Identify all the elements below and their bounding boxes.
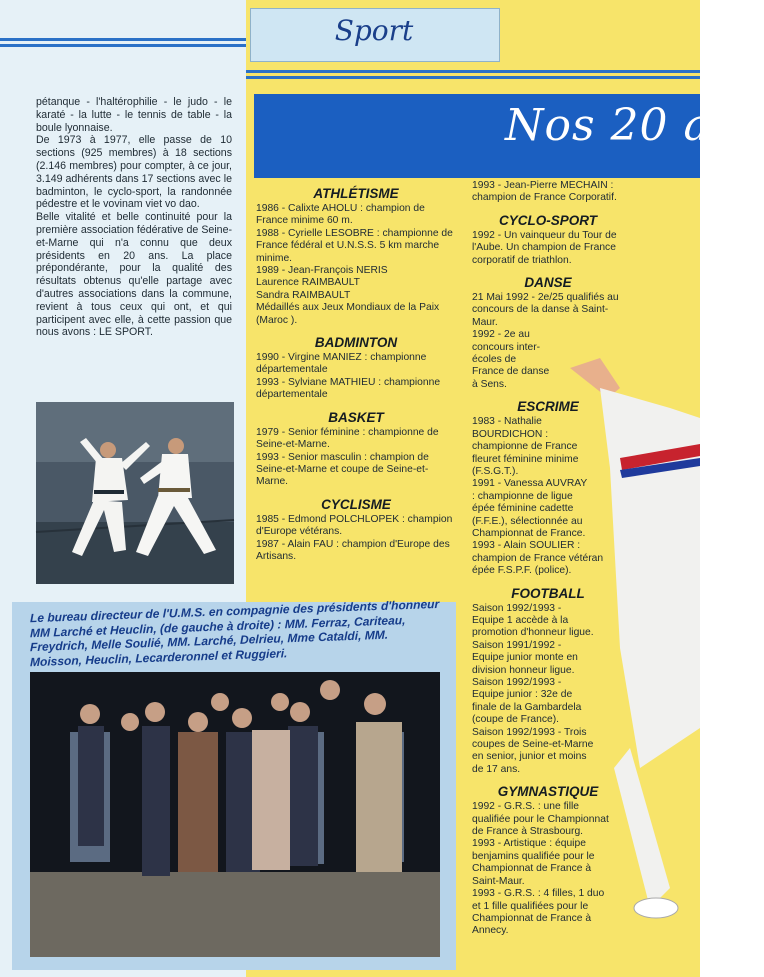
result-line: 1993 - Alain SOULIER : champion de France vétéran épée F.S.P.F. (police). [472, 540, 604, 577]
result-line: 1993 - Jean-Pierre MECHAIN : champion de France Corporatif. [472, 180, 617, 204]
result-line: 1992 - G.R.S. : une fille qualifiée pour le Championnat de France à Strasbourg. [472, 801, 609, 838]
result-line: Saison 1992/1993 - Equipe junior : 32e de finale de la Gambardela (coupe de France). [472, 677, 582, 726]
intro-paragraph: pétanque - l'haltérophilie - le judo - le karaté - la lutte - le tennis de table - la boule lyonnaise. [36, 96, 232, 134]
stripe-decoration-right [246, 70, 700, 80]
sport-heading: GYMNASTIQUE [497, 784, 599, 800]
sport-heading: BADMINTON [314, 335, 398, 351]
result-line: 1988 - Cyrielle LESOBRE : championne de France fédéral et U.N.S.S. 5 km marche minime. [256, 227, 453, 264]
karate-photo [36, 402, 234, 584]
intro-paragraph: De 1973 à 1977, elle passe de 10 sections (925 membres) à 18 sections (2.146 membres) pour compter, à ce jour, 3.149 adhérents dans 17 sections avec le badminton, le cyclo-sport, la randonnée pédestre et le vovinam viet vo dao. [36, 134, 232, 211]
section-label: Sport [334, 14, 414, 47]
page-title: Nos 20 ans [505, 100, 764, 151]
result-line: Saison 1991/1992 - Equipe junior monte en division honneur ligue. [472, 639, 578, 676]
stripe-decoration-left [0, 38, 246, 48]
result-line: 1989 - Jean-François NERIS [256, 265, 388, 277]
result-line: 1992 - 2e au concours inter-écoles de France de danse à Sens. [472, 329, 550, 390]
result-line: 1987 - Alain FAU : champion d'Europe des Artisans. [256, 538, 450, 562]
result-line: Sandra RAIMBAULT [256, 289, 351, 301]
sport-heading: ATHLÉTISME [313, 186, 399, 201]
result-line: 1993 - Sylviane MATHIEU : championne départementale [256, 376, 441, 401]
result-line: 1991 - Vanessa AUVRAY : championne de ligue épée féminine cadette (F.F.E.), sélectionnée au Championnat de France. [472, 478, 588, 539]
result-line: 1993 - Senior masculin : champion de Seine-et-Marne et coupe de Seine-et-Marne. [256, 451, 429, 488]
result-line: 1983 - Nathalie BOURDICHON : championne de France fleuret féminine minime (F.S.G.T.). [472, 416, 579, 477]
result-line: 1986 - Calixte AHOLU : champion de France minime 60 m. [256, 203, 425, 227]
intro-paragraph: Belle vitalité et belle continuité pour la première association fédérative de Seine-et-Marne qui n'a connu que deux présidents en 20 ans. La place prépondérante, pour la qualité des résultats obtenus qu'elle partage avec d'autres associations dans la commune, revient à tous ceux qui ont, et qui participent avec elle, à cette passion que nous avons : LE SPORT. [36, 211, 232, 339]
result-line: Médaillés aux Jeux Mondiaux de la Paix (Maroc ). [256, 302, 440, 326]
sport-heading: ESCRIME [517, 399, 579, 415]
sport-heading: CYCLISME [321, 496, 391, 512]
results-column-right [472, 180, 624, 938]
sport-heading: DANSE [524, 275, 572, 291]
result-line: Laurence RAIMBAULT [256, 277, 360, 289]
results-column-middle [256, 186, 456, 563]
result-line: 1985 - Edmond POLCHLOPEK : champion d'Europe vétérans. [256, 513, 453, 538]
result-line: 1979 - Senior féminine : championne de Seine-et-Marne. [256, 426, 439, 451]
result-line: 1990 - Virgine MANIEZ : championne départementale [256, 352, 427, 376]
sport-heading: FOOTBALL [511, 585, 585, 601]
photo-caption: Le bureau directeur de l'U.M.S. en compagnie des présidents d'honneur MM Larché et Heuclin, (de gauche à droite) : MM. Ferraz, Cariteau, Freydrich, Melle Soulié, MM. Larché, Delrieu, Mme Cataldi, MM. Moisson, Heuclin, Lecarderonnel et Ruggieri. [30, 596, 440, 669]
result-line: 1993 - G.R.S. : 4 filles, 1 duo et 1 fille qualifiées pour le Championnat de France à Annecy. [472, 888, 605, 937]
sport-heading: BASKET [328, 409, 384, 425]
result-line: Saison 1992/1993 - Trois coupes de Seine-et-Marne en senior, junior et moins de 17 ans. [472, 726, 594, 775]
result-line: Saison 1992/1993 - Equipe 1 accède à la promotion d'honneur ligue. [472, 602, 594, 639]
group-photo [30, 672, 440, 957]
result-line: 1993 - Artistique : équipe benjamins qualifiée pour le Championnat de France à Saint-Maur. [472, 838, 595, 887]
intro-text [36, 96, 232, 339]
result-line: 1992 - Un vainqueur du Tour de l'Aube. Un champion de France corporatif de triathlon. [472, 229, 617, 266]
result-line: 21 Mai 1992 - 2e/25 qualifiés au concours de la danse à Saint-Maur. [472, 292, 619, 328]
sport-heading: CYCLO-SPORT [498, 212, 597, 228]
